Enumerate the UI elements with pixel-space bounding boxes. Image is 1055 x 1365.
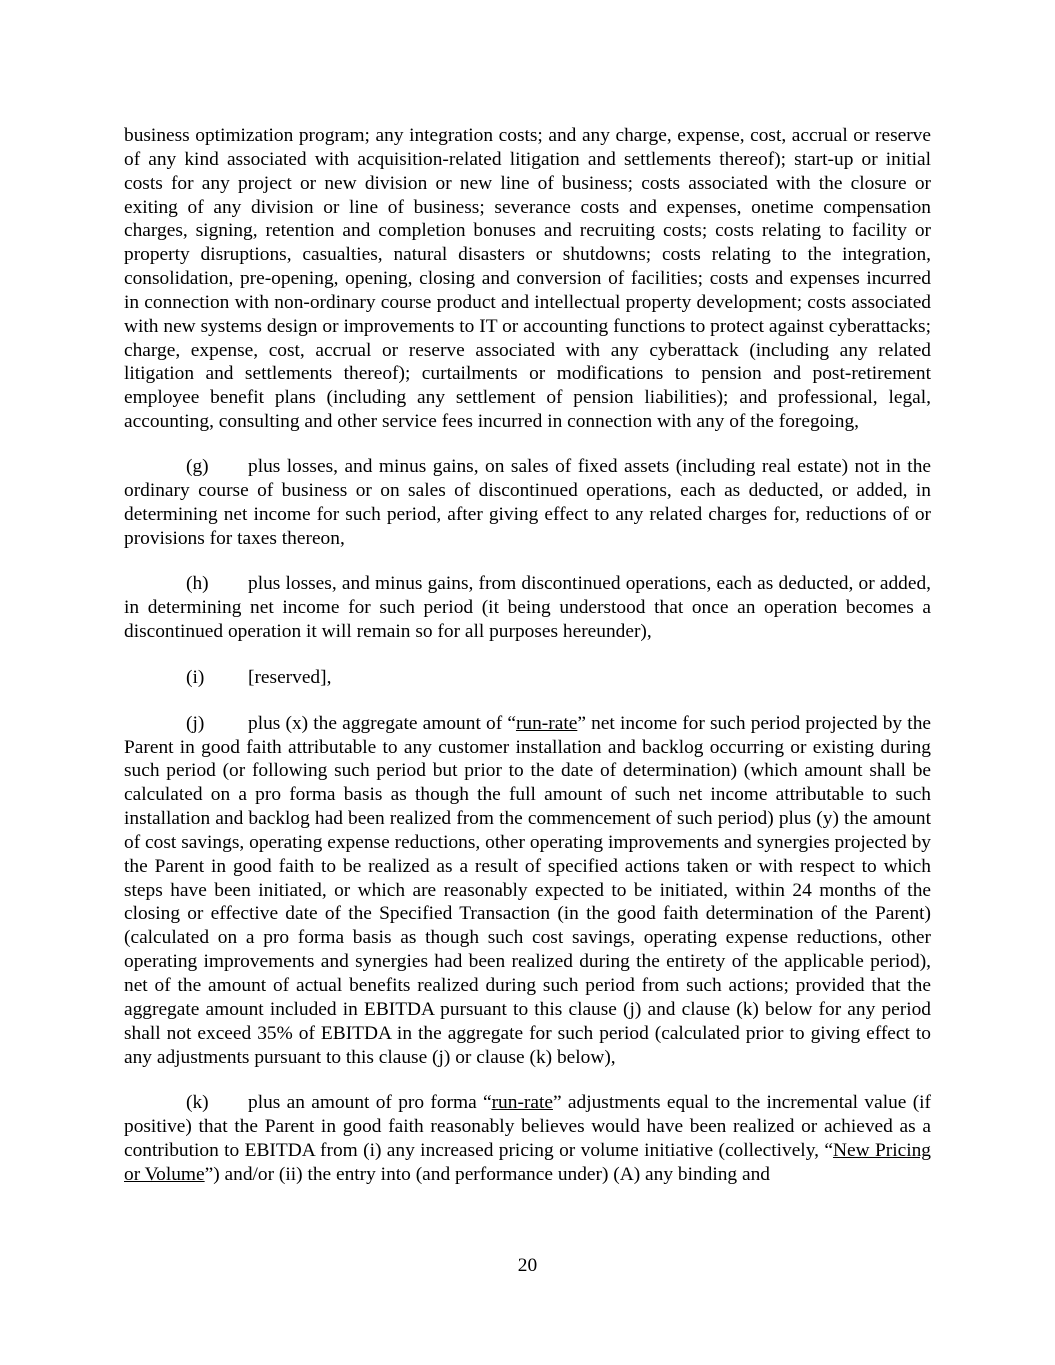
clause-i [124,666,931,690]
clause-label: (k) [186,1092,209,1114]
continuation-paragraph: business optimization program; any integration costs; and any charge, expense, cost, accrual or reserve of any kind associated with acquisition-related litigation and settlements thereof); start-up or initial costs for any project or new division or new line of business; costs associated with the closure or exiting of any division or line of business; severance costs and expenses, onetime compensation charges, signing, retention and completion bonuses and recruiting costs; costs relating to facility or property disruptions, casualties, natural disasters or shutdowns; costs relating to the integration, consolidation, pre-opening, opening, closing and conversion of facilities; costs and expenses incurred in connection with non-ordinary course product and intellectual property development; costs associated with new systems design or improvements to IT or accounting functions to protect against cyberattacks; charge, expense, cost, accrual or reserve associated with any cyberattack (including any related litigation and settlements thereof); curtailments or modifications to pension and post-retirement employee benefit plans (including any settlement of pension liabilities); and professional, legal, accounting, consulting and other service fees incurred in connection with any of the foregoing, [124,125,931,433]
clause-text-after: ” net income for such period projected by the Parent in good faith attributable to any customer installation and backlog occurring or existing during such period (or following such period but prior to the date of determination) (which amount shall be calculated on a pro forma basis as though the full amount of such net income attributable to such installation and backlog had been realized from the commencement of such period) plus (y) the amount of cost savings, operating expense reductions, other operating improvements and synergies projected by the Parent in good faith to be realized as a result of specified actions taken or with respect to which steps have been initiated, or which are reasonably expected to be initiated, within 24 months of the closing or effective date of the Specified Transaction (in the good faith determination of the Parent) (calculated on a pro forma basis as though such cost savings, operating expense reductions, other operating improvements and synergies had been realized during the entirety of the applicable period), net of the amount of actual benefits realized during such period from such actions; provided that the aggregate amount included in EBITDA pursuant to this clause (j) and clause (k) below for any period shall not exceed 35% of EBITDA in the aggregate for such period (calculated prior to giving effect to any adjustments pursuant to this clause (j) or clause (k) below), [124,712,931,1068]
clause-text: plus losses, and minus gains, on sales of fixed assets (including real estate) not in the ordinary course of business or on sales of discontinued operations, each as deducted, or added, in determining net income for such period, after giving effect to any related charges for, reductions of or provisions for taxes thereon, [124,455,931,549]
clause-text: [reserved], [248,666,332,688]
page-number: 20 [517,1255,538,1276]
clause-g [124,455,931,550]
document-page [124,124,931,1209]
defined-term-new-pricing-or-volume: New Pricing or Volume [124,1140,931,1185]
clause-label: (h) [186,573,209,595]
defined-term-run-rate: run-rate [515,712,578,734]
clause-text-before: plus an amount of pro forma “ [248,1092,492,1114]
clause-text-middle: ” adjustments equal to the incremental value (if positive) that the Parent in good faith reasonably believes would have been realized or achieved as a contribution to EBITDA from (i) any increased pricing or volume initiative (collectively, “ [124,1092,931,1162]
clause-k [124,1091,931,1186]
defined-term-run-rate: run-rate [491,1092,553,1114]
clause-label: (i) [186,666,205,688]
clause-h [124,572,931,644]
clause-j [124,712,931,1070]
clause-text-before: plus (x) the aggregate amount of “ [248,712,516,734]
clause-text: plus losses, and minus gains, from discontinued operations, each as deducted, or added, in determining net income for such period (it being understood that once an operation becomes a discontinued operation it will remain so for all purposes hereunder), [124,573,931,643]
clause-text-after: ”) and/or (ii) the entry into (and performance under) (A) any binding and [204,1163,770,1185]
clause-label: (j) [186,712,205,734]
clause-label: (g) [186,455,209,477]
